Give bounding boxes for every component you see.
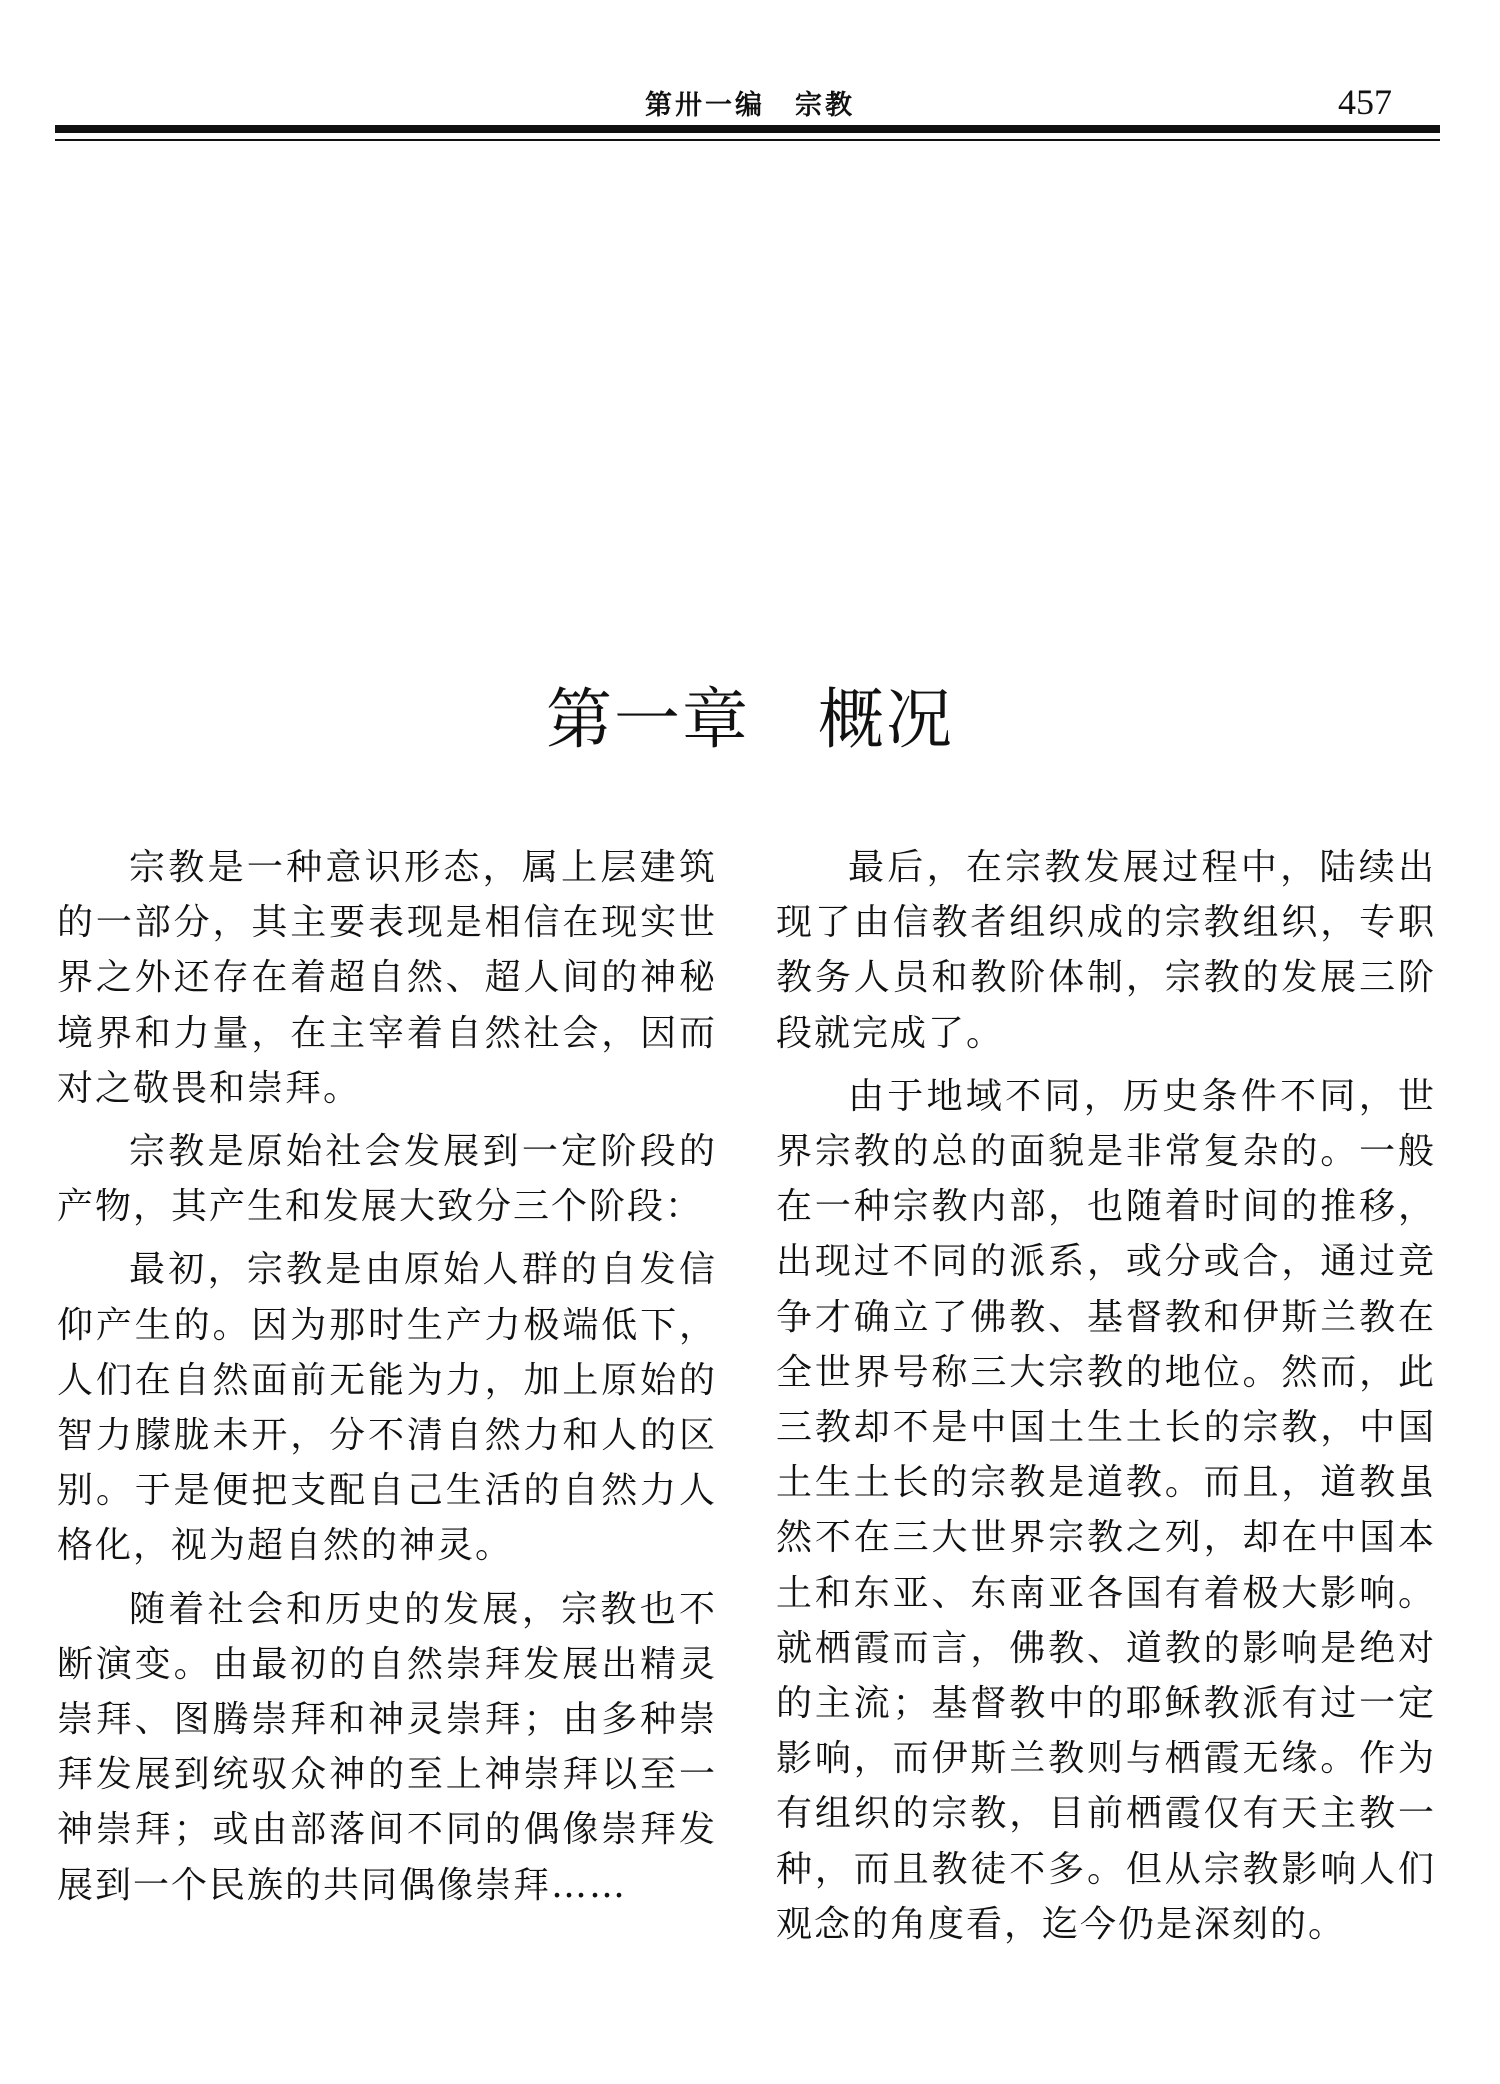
- chapter-title: 第一章 概况: [546, 681, 954, 758]
- running-header: [0, 0, 1500, 160]
- right-column: [776, 840, 1436, 1960]
- paragraph: 宗教是原始社会发展到一定阶段的产物，其产生和发展大致分三个阶段：: [57, 1131, 717, 1228]
- paragraph: 最后，在宗教发展过程中，陆续出现了由信教者组织成的宗教组织，专职教务人员和教阶体制，宗教的发展三阶段就完成了。: [776, 847, 1436, 1054]
- paragraph: 随着社会和历史的发展，宗教也不断演变。由最初的自然崇拜发展出精灵崇拜、图腾崇拜和神灵崇拜；由多种崇拜发展到统驭众神的至上神崇拜以至一神崇拜；或由部落间不同的偶像崇拜发展到一个民族的共同偶像崇拜……: [57, 1588, 717, 1906]
- left-column: [57, 840, 717, 1921]
- header-rule-thick: [55, 125, 1440, 133]
- paragraph: 最初，宗教是由原始人群的自发信仰产生的。因为那时生产力极端低下，人们在自然面前无能为力，加上原始的智力朦胧未开，分不清自然力和人的区别。于是便把支配自己生活的自然力人格化，视为超自然的神灵。: [57, 1249, 717, 1567]
- header-rule-thin: [55, 139, 1440, 141]
- paragraph: 宗教是一种意识形态，属上层建筑的一部分，其主要表现是相信在现实世界之外还存在着超自然、超人间的神秘境界和力量，在主宰着自然社会，因而对之敬畏和崇拜。: [57, 847, 717, 1109]
- section-title: 第卅一编 宗教: [645, 90, 855, 121]
- paragraph: 由于地域不同，历史条件不同，世界宗教的总的面貌是非常复杂的。一般在一种宗教内部，也随着时间的推移，出现过不同的派系，或分或合，通过竞争才确立了佛教、基督教和伊斯兰教在全世界号称三大宗教的地位。然而，此三教却不是中国土生土长的宗教，中国土生土长的宗教是道教。而且，道教虽然不在三大世界宗教之列，却在中国本土和东亚、东南亚各国有着极大影响。就栖霞而言，佛教、道教的影响是绝对的主流；基督教中的耶稣教派有过一定影响，而伊斯兰教则与栖霞无缘。作为有组织的宗教，目前栖霞仅有天主教一种，而且教徒不多。但从宗教影响人们观念的角度看，迄今仍是深刻的。: [776, 1075, 1436, 1945]
- page-number: 457: [1338, 82, 1392, 122]
